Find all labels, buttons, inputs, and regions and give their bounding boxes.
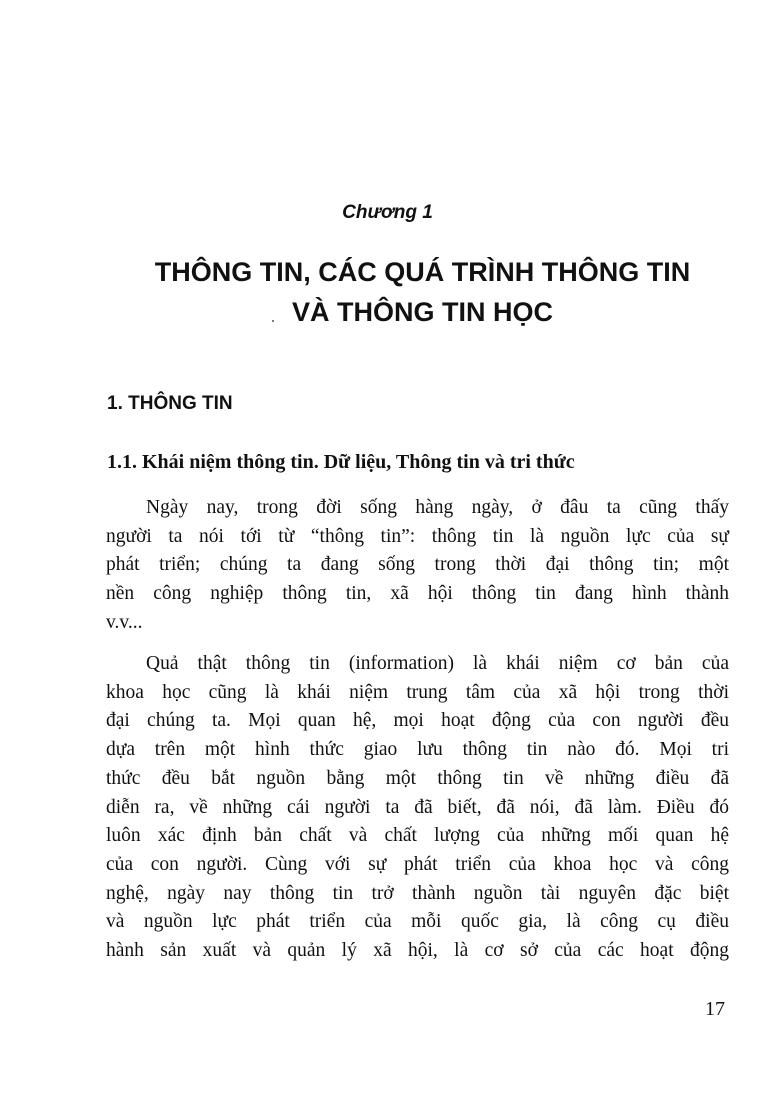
paragraph-line: luôn xác định bản chất và chất lượng của những mối quan hệ [106,825,729,847]
paragraph-line: Quả thật thông tin (information) là khái niệm cơ bản của [146,653,729,674]
paragraph-line: Ngày nay, trong đời sống hàng ngày, ở đâu ta cũng thấy [146,497,729,518]
paragraph-line: v.v... [106,611,143,633]
paragraph-line: diễn ra, về những cái người ta đã biết, đã nói, đã làm. Điều đó [106,796,729,818]
paragraph-line: người ta nói tới từ “thông tin”: thông tin là nguồn lực của sự [106,525,729,547]
chapter-title-line: VÀ THÔNG TIN HỌC [292,297,553,327]
chapter-label: Chương 1 [342,202,433,223]
paragraph-line: hành sản xuất và quản lý xã hội, là cơ sở của các hoạt động [106,940,729,962]
chapter-title [0,252,775,332]
paragraph-line: phát triển; chúng ta đang sống trong thời đại thông tin; một [106,554,729,576]
paragraph-line: đại chúng ta. Mọi quan hệ, mọi hoạt động của con người đều [106,710,729,732]
page-number: 17 [705,998,725,1020]
paragraph-line: khoa học cũng là khái niệm trung tâm của xã hội trong thời [106,681,729,703]
subsection-heading: 1.1. Khái niệm thông tin. Dữ liệu, Thông tin và tri thức [107,451,575,473]
paragraph-line: nền công nghiệp thông tin, xã hội thông tin đang hình thành [106,583,729,605]
paragraph-line: và nguồn lực phát triển của mỗi quốc gia, là công cụ điều [106,911,729,933]
body-paragraph [106,650,729,966]
section-heading: 1. THÔNG TIN [107,393,233,414]
chapter-title-line: THÔNG TIN, CÁC QUÁ TRÌNH THÔNG TIN [154,257,691,287]
paragraph-line: thức đều bắt nguồn bằng một thông tin về những điều đã [106,767,729,789]
paragraph-line: nghệ, ngày nay thông tin trở thành nguồn tài nguyên đặc biệt [106,882,729,904]
paragraph-line: dựa trên một hình thức giao lưu thông tin nào đó. Mọi tri [106,739,729,761]
paragraph-line: của con người. Cùng với sự phát triển của khoa học và công [106,853,729,875]
scan-speck [272,320,274,322]
body-paragraph [106,494,729,638]
